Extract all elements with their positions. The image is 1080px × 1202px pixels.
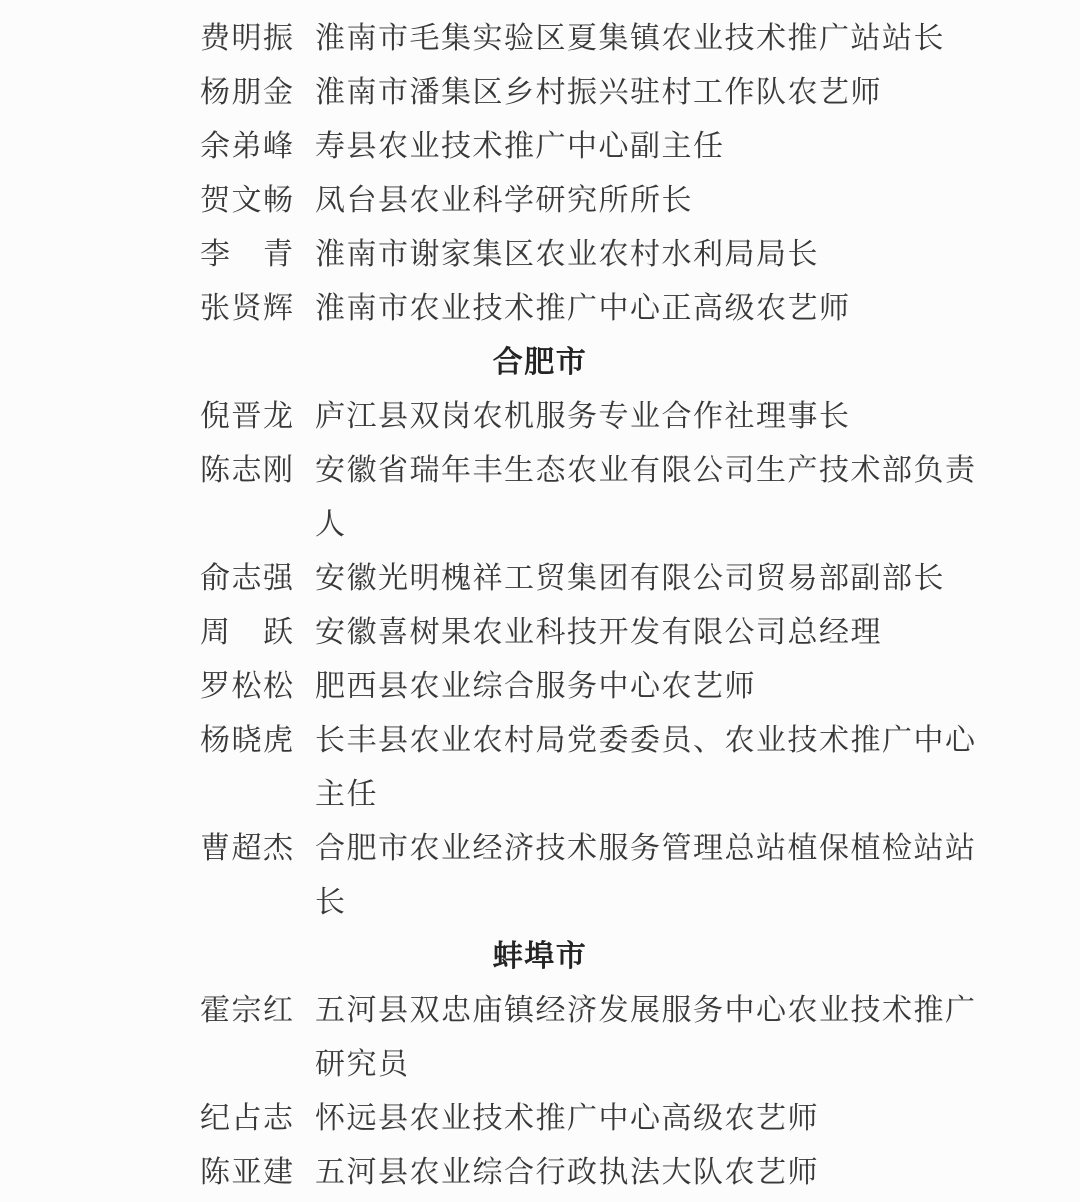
list-item bbox=[0, 282, 1080, 336]
person-name: 贺文畅 bbox=[200, 184, 295, 217]
person-title: 安徽光明槐祥工贸集团有限公司贸易部副部长 bbox=[315, 562, 945, 595]
list-item bbox=[0, 660, 1080, 714]
person-title: 五河县农业综合行政执法大队农艺师 bbox=[315, 1156, 819, 1189]
person-name: 陈亚建 bbox=[200, 1156, 295, 1189]
person-name: 曹超杰 bbox=[200, 832, 295, 865]
list-item bbox=[0, 822, 1080, 930]
person-name: 陈志刚 bbox=[200, 454, 295, 487]
person-title: 淮南市农业技术推广中心正高级农艺师 bbox=[315, 292, 851, 325]
person-name: 霍宗红 bbox=[200, 994, 295, 1027]
person-name: 余弟峰 bbox=[200, 130, 295, 163]
city-section-header: 蚌埠市 bbox=[492, 940, 588, 973]
person-title: 淮南市毛集实验区夏集镇农业技术推广站站长 bbox=[315, 22, 945, 55]
list-item bbox=[0, 66, 1080, 120]
person-title: 寿县农业技术推广中心副主任 bbox=[315, 130, 725, 163]
person-title: 庐江县双岗农机服务专业合作社理事长 bbox=[315, 400, 851, 433]
list-item bbox=[0, 606, 1080, 660]
list-item bbox=[0, 12, 1080, 66]
person-name: 周 跃 bbox=[200, 616, 295, 649]
list-item bbox=[0, 1092, 1080, 1146]
person-name: 张贤辉 bbox=[200, 292, 295, 325]
person-title: 安徽喜树果农业科技开发有限公司总经理 bbox=[315, 616, 882, 649]
person-title: 淮南市潘集区乡村振兴驻村工作队农艺师 bbox=[315, 76, 882, 109]
list-item bbox=[0, 714, 1080, 822]
person-title: 凤台县农业科学研究所所长 bbox=[315, 184, 693, 217]
list-item bbox=[0, 984, 1080, 1092]
award-list bbox=[0, 12, 1080, 1200]
person-name: 费明振 bbox=[200, 22, 295, 55]
list-item bbox=[0, 228, 1080, 282]
list-item bbox=[0, 390, 1080, 444]
list-item bbox=[0, 444, 1080, 552]
person-title: 五河县双忠庙镇经济发展服务中心农业技术推广研究员 bbox=[315, 994, 977, 1081]
person-title: 长丰县农业农村局党委委员、农业技术推广中心主任 bbox=[315, 724, 977, 811]
person-name: 杨晓虎 bbox=[200, 724, 295, 757]
person-title: 合肥市农业经济技术服务管理总站植保植检站站长 bbox=[315, 832, 977, 919]
person-name: 倪晋龙 bbox=[200, 400, 295, 433]
person-title: 淮南市谢家集区农业农村水利局局长 bbox=[315, 238, 819, 271]
person-name: 李 青 bbox=[200, 238, 295, 271]
person-name: 俞志强 bbox=[200, 562, 295, 595]
list-item bbox=[0, 1146, 1080, 1200]
city-section-header: 合肥市 bbox=[492, 346, 588, 379]
person-name: 杨朋金 bbox=[200, 76, 295, 109]
person-name: 罗松松 bbox=[200, 670, 295, 703]
person-title: 怀远县农业技术推广中心高级农艺师 bbox=[315, 1102, 819, 1135]
list-item bbox=[0, 552, 1080, 606]
person-name: 纪占志 bbox=[200, 1102, 295, 1135]
list-item bbox=[0, 174, 1080, 228]
person-title: 肥西县农业综合服务中心农艺师 bbox=[315, 670, 756, 703]
list-item bbox=[0, 120, 1080, 174]
person-title: 安徽省瑞年丰生态农业有限公司生产技术部负责人 bbox=[315, 454, 977, 541]
